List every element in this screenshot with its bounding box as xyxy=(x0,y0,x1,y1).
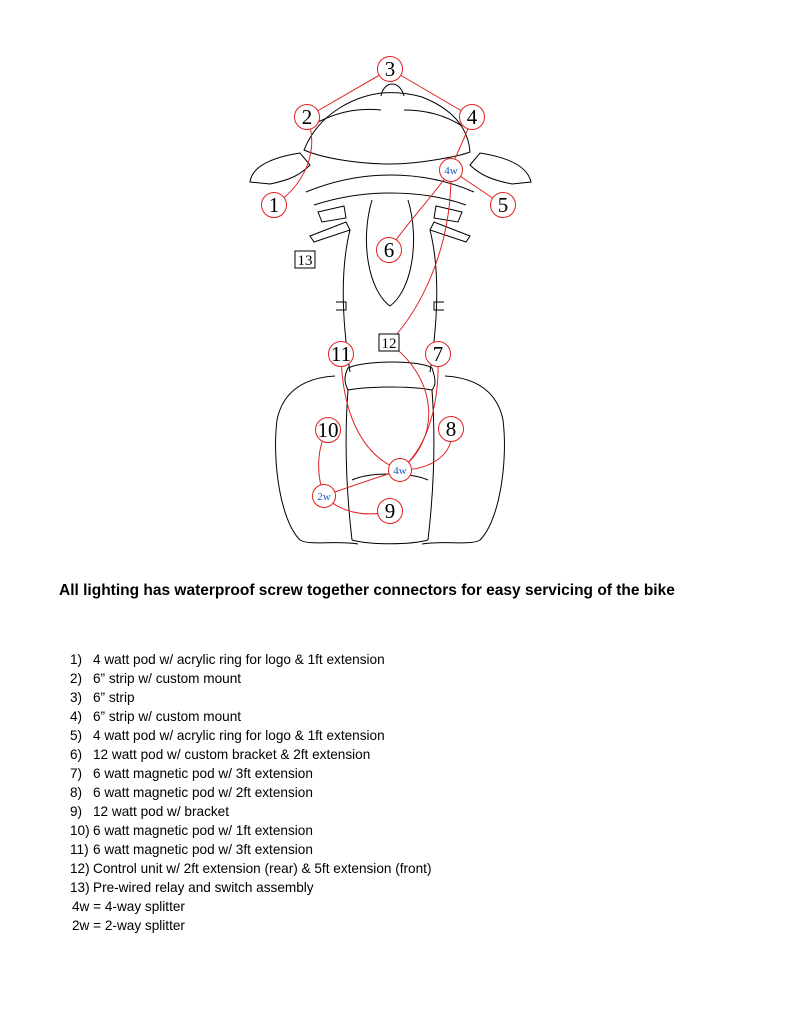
splitter-4w xyxy=(389,459,412,482)
grip-left xyxy=(318,206,346,222)
box-label: 13 xyxy=(297,253,313,269)
boxed-label-13 xyxy=(295,251,315,269)
legend-item-text: Control unit w/ 2ft extension (rear) & 5ft extension (front) xyxy=(93,861,432,876)
peg-right xyxy=(434,302,444,310)
splitter-label: 4w xyxy=(393,465,407,477)
splitter-label: 2w xyxy=(317,491,331,503)
callout-label: 2 xyxy=(301,105,313,129)
legend-item-text: 6 watt magnetic pod w/ 3ft extension xyxy=(93,766,313,781)
callout-11 xyxy=(329,342,354,367)
callout-5 xyxy=(491,193,516,218)
legend-item-text: Pre-wired relay and switch assembly xyxy=(93,880,314,895)
callout-label: 6 xyxy=(383,238,395,262)
legend-item-number: 6) xyxy=(70,747,83,762)
windshield-center xyxy=(381,84,404,96)
saddlebag-right xyxy=(422,376,504,544)
windshield-line-left xyxy=(318,109,381,122)
saddlebag-left xyxy=(276,376,358,544)
box-label: 12 xyxy=(381,336,397,352)
legend-item-number: 7) xyxy=(70,766,83,781)
legend-item-text: 6 watt magnetic pod w/ 1ft extension xyxy=(93,823,313,838)
callout-2 xyxy=(295,105,320,130)
callout-7 xyxy=(426,342,451,367)
lever-right xyxy=(430,222,470,242)
callout-9 xyxy=(378,499,403,524)
callout-label: 3 xyxy=(384,57,396,81)
legend-item-text: 2w = 2-way splitter xyxy=(72,918,185,933)
legend-item xyxy=(70,688,431,707)
legend-item-number: 11) xyxy=(70,842,89,857)
legend-item-number: 2) xyxy=(70,671,83,686)
legend-item-text: 6 watt magnetic pod w/ 2ft extension xyxy=(93,785,313,800)
legend-item-number: 13) xyxy=(70,880,90,895)
rear-body-left xyxy=(346,390,352,540)
dash-lower xyxy=(314,193,466,205)
legend-item-number: 3) xyxy=(70,690,83,705)
callout-label: 1 xyxy=(268,193,280,217)
legend-item xyxy=(70,783,431,802)
callout-label: 7 xyxy=(432,342,444,366)
boxed-label-12 xyxy=(379,334,399,352)
legend-item xyxy=(70,878,431,897)
callout-1 xyxy=(262,193,287,218)
callout-10 xyxy=(316,418,341,443)
callout-label: 10 xyxy=(317,418,339,442)
peg-left xyxy=(336,302,346,310)
legend-item xyxy=(72,916,431,935)
legend-item-number: 9) xyxy=(70,804,83,819)
wire-splitter-6 xyxy=(389,170,451,250)
callouts xyxy=(262,57,516,524)
legend-item-text: 12 watt pod w/ bracket xyxy=(93,804,230,819)
callout-6 xyxy=(377,238,402,263)
callout-label: 11 xyxy=(330,342,352,366)
callout-4 xyxy=(460,105,485,130)
windshield-line-right xyxy=(404,110,462,126)
legend-item-number: 1) xyxy=(70,652,83,667)
legend-item xyxy=(70,650,431,669)
wire-7-splitter xyxy=(400,354,438,470)
wire-splitter-2w xyxy=(324,470,400,496)
callout-label: 9 xyxy=(384,499,396,523)
callout-8 xyxy=(439,417,464,442)
callout-label: 4 xyxy=(466,105,478,129)
legend-item-text: 4 watt pod w/ acrylic ring for logo & 1ft extension xyxy=(93,728,385,743)
legend-item xyxy=(70,745,431,764)
callout-label: 5 xyxy=(497,193,509,217)
legend-item-number: 4) xyxy=(70,709,83,724)
splitter-4w xyxy=(440,159,463,182)
legend-item-text: 6 watt magnetic pod w/ 3ft extension xyxy=(93,842,313,857)
callout-3 xyxy=(378,57,403,82)
legend-item xyxy=(70,669,431,688)
lever-left xyxy=(310,222,350,242)
legend-item-text: 6” strip xyxy=(93,690,135,705)
legend-item-text: 12 watt pod w/ custom bracket & 2ft extension xyxy=(93,747,371,762)
legend-item-text: 6” strip w/ custom mount xyxy=(93,671,242,686)
legend-item-text: 6” strip w/ custom mount xyxy=(93,709,242,724)
legend-item xyxy=(70,707,431,726)
legend-list xyxy=(70,650,431,935)
legend-item-number: 10) xyxy=(70,823,90,838)
tail-end xyxy=(352,540,428,544)
legend-item-text: 4w = 4-way splitter xyxy=(72,899,185,914)
callout-label: 8 xyxy=(445,417,457,441)
legend-item xyxy=(70,764,431,783)
legend-item xyxy=(70,859,431,878)
legend-item xyxy=(70,726,431,745)
mirror-right xyxy=(470,153,531,184)
boxed-labels xyxy=(295,251,399,352)
legend-item xyxy=(70,802,431,821)
seat-outline xyxy=(345,362,435,390)
fairing-outline xyxy=(301,93,470,164)
mirror-left xyxy=(250,153,310,184)
legend-item xyxy=(72,897,431,916)
splitter-label: 4w xyxy=(444,165,458,177)
legend-item-number: 8) xyxy=(70,785,83,800)
legend-item-number: 12) xyxy=(70,861,90,876)
splitter-2w xyxy=(313,485,336,508)
legend-item xyxy=(70,821,431,840)
legend-item-number: 5) xyxy=(70,728,83,743)
legend-item-text: 4 watt pod w/ acrylic ring for logo & 1ft extension xyxy=(93,652,385,667)
wiring xyxy=(274,69,503,514)
headline: All lighting has waterproof screw together connectors for easy servicing of the bike xyxy=(59,582,675,599)
splitters xyxy=(313,159,463,508)
legend-item xyxy=(70,840,431,859)
